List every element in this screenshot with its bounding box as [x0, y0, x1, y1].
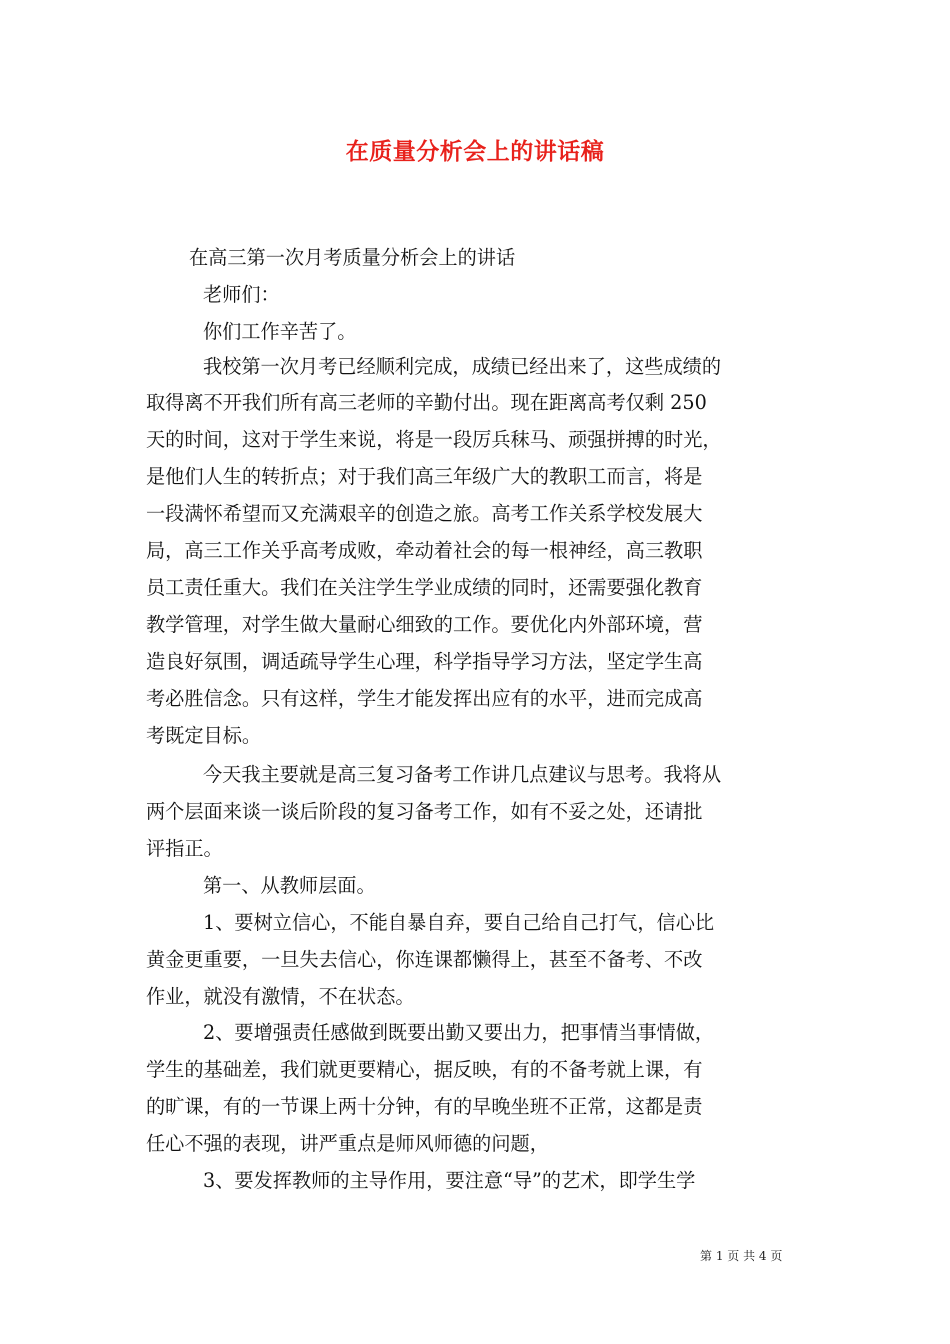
body-line: 黄金更重要，一旦失去信心，你连课都懒得上，甚至不备考、不改	[146, 948, 703, 971]
body-line: 教学管理，对学生做大量耐心细致的工作。要优化内外部环境，营	[146, 613, 703, 636]
body-line: 3、要发挥教师的主导作用，要注意“导”的艺术，即学生学	[203, 1169, 696, 1192]
body-line: 员工责任重大。我们在关注学生学业成绩的同时，还需要强化教育	[146, 576, 703, 599]
body-line: 作业，就没有激情，不在状态。	[146, 985, 415, 1008]
section-heading-line: 第一、从教师层面。	[203, 874, 376, 897]
body-line: 取得离不开我们所有高三老师的辛勤付出。现在距离高考仅剩 250	[146, 391, 707, 414]
body-line: 你们工作辛苦了。	[203, 320, 357, 343]
body-line: 局，高三工作关乎高考成败，牵动着社会的每一根神经，高三教职	[146, 539, 703, 562]
body-line: 天的时间，这对于学生来说，将是一段厉兵秣马、顽强拼搏的时光，	[146, 428, 722, 451]
body-line: 考必胜信念。只有这样，学生才能发挥出应有的水平，进而完成高	[146, 687, 703, 710]
body-line: 是他们人生的转折点；对于我们高三年级广大的教职工而言，将是	[146, 465, 703, 488]
body-line: 造良好氛围，调适疏导学生心理，科学指导学习方法，坚定学生高	[146, 650, 703, 673]
body-line: 两个层面来谈一谈后阶段的复习备考工作，如有不妥之处，还请批	[146, 800, 703, 823]
body-line: 任心不强的表现，讲严重点是师风师德的问题，	[146, 1132, 549, 1155]
body-line: 今天我主要就是高三复习备考工作讲几点建议与思考。我将从	[203, 763, 722, 786]
body-line: 考既定目标。	[146, 724, 262, 747]
body-line: 一段满怀希望而又充满艰辛的创造之旅。高考工作关系学校发展大	[146, 502, 703, 525]
document-title: 在质量分析会上的讲话稿	[345, 138, 605, 165]
body-line: 评指正。	[146, 837, 223, 860]
body-line: 学生的基础差，我们就更要精心，据反映，有的不备考就上课，有	[146, 1058, 703, 1081]
body-line: 2、要增强责任感做到既要出勤又要出力，把事情当事情做，	[203, 1021, 715, 1044]
subtitle-line: 在高三第一次月考质量分析会上的讲话	[189, 246, 516, 269]
body-line: 我校第一次月考已经顺利完成，成绩已经出来了，这些成绩的	[203, 355, 722, 378]
page-number: 第 1 页 共 4 页	[700, 1249, 783, 1263]
salutation-line: 老师们：	[203, 283, 280, 306]
body-line: 的旷课，有的一节课上两十分钟，有的早晚坐班不正常，这都是责	[146, 1095, 703, 1118]
body-line: 1、要树立信心，不能自暴自弃，要自己给自己打气，信心比	[203, 911, 715, 934]
